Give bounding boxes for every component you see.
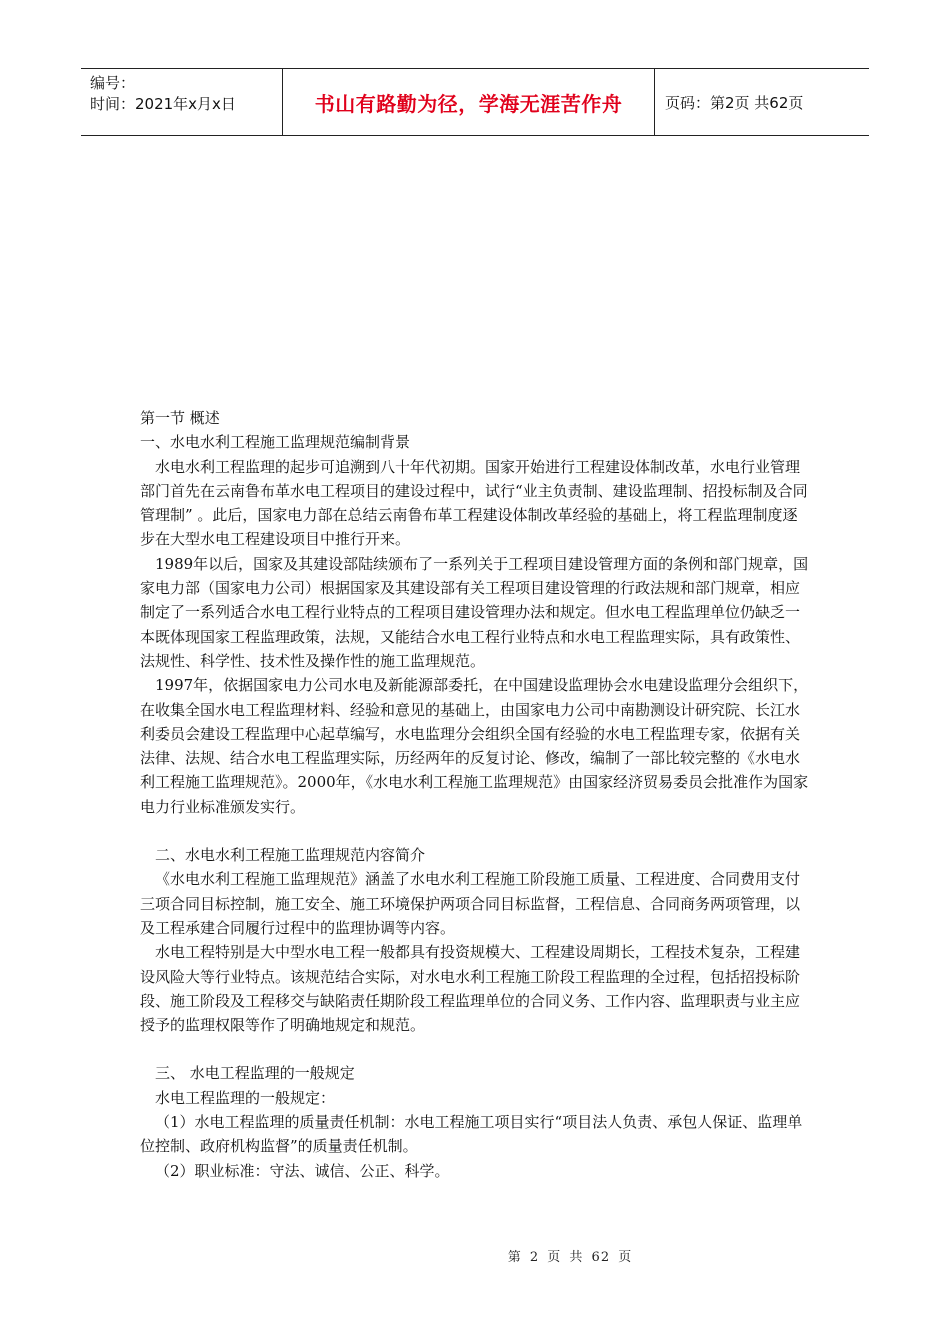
paragraph-7: （1）水电工程监理的质量责任机制：水电工程施工项目实行“项目法人负责、承包人保证、监理单位控制、政府机构监督”的质量责任机制。 bbox=[140, 1113, 803, 1156]
header-motto-cell bbox=[283, 69, 655, 135]
paragraph-6: 水电工程监理的一般规定： bbox=[155, 1088, 336, 1107]
header-motto: 书山有路勤为径，学海无涯苦作舟 bbox=[314, 91, 623, 116]
heading-3: 三、 水电工程监理的一般规定 bbox=[155, 1064, 355, 1083]
time-label: 时间：2021年x月x日 bbox=[90, 95, 236, 113]
paragraph-2: 1989年以后，国家及其建设部陆续颁布了一系列关于工程项目建设管理方面的条例和部门规章，国家电力部（国家电力公司）根据国家及其建设部有关工程项目建设管理的行政法规和部门规章，相应制定了一系列适合水电工程行业特点的工程项目建设管理办法和规定。但水电工程监理单位仍缺乏一本既体现国家工程监理政策，法规，又能结合水电工程行业特点和水电工程监理实际，具有政策性、法规性、科学性、技术性及操作性的施工监理规范。 bbox=[140, 554, 809, 670]
footer-page-number: 第 2 页 共 62 页 bbox=[507, 1250, 633, 1265]
paragraph-8: （2）职业标准：守法、诚信、公正、科学。 bbox=[155, 1161, 450, 1180]
paragraph-4: 《水电水利工程施工监理规范》涵盖了水电水利工程施工阶段施工质量、工程进度、合同费用支付三项合同目标控制，施工安全、施工环境保护两项合同目标监督，工程信息、合同商务两项管理，以及工程承建合同履行过程中的监理协调等内容。 bbox=[140, 870, 801, 937]
page-footer bbox=[0, 1246, 950, 1265]
heading-2: 二、水电水利工程施工监理规范内容简介 bbox=[155, 846, 426, 865]
number-label: 编号： bbox=[90, 74, 136, 92]
paragraph-3: 1997年，依据国家电力公司水电及新能源部委托，在中国建设监理协会水电建设监理分会组织下，在收集全国水电工程监理材料、经验和意见的基础上，由国家电力公司中南勘测设计研究院、长江水利委员会建设工程监理中心起草编写，水电监理分会组织全国有经验的水电工程监理专家，依据有关法律、法规、结合水电工程监理实际，历经两年的反复讨论、修改，编制了一部比较完整的《水电水利工程施工监理规范》。2000年，《水电水利工程施工监理规范》由国家经济贸易委员会批准作为国家电力行业标准颁发实行。 bbox=[140, 676, 809, 816]
document-header bbox=[81, 68, 869, 136]
section-title: 第一节 概述 bbox=[140, 409, 220, 427]
header-meta bbox=[81, 69, 283, 135]
spacer bbox=[140, 1037, 810, 1061]
header-page-cell bbox=[655, 69, 869, 135]
header-page-info: 页码：第2页 共62页 bbox=[665, 93, 804, 112]
spacer bbox=[140, 819, 810, 843]
paragraph-1: 水电水利工程监理的起步可追溯到八十年代初期。国家开始进行工程建设体制改革，水电行业管理部门首先在云南鲁布革水电工程项目的建设过程中，试行“业主负责制、建设监理制、招投标制及合同管理制” 。此后，国家电力部在总结云南鲁布革工程建设体制改革经验的基础上，将工程监理制度逐步在大型水电工程建设项目中推行开来。 bbox=[140, 457, 808, 549]
paragraph-5: 水电工程特别是大中型水电工程一般都具有投资规模大、工程建设周期长，工程技术复杂，工程建设风险大等行业特点。该规范结合实际，对水电水利工程施工阶段工程监理的全过程，包括招投标阶段、施工阶段及工程移交与缺陷责任期阶段工程监理单位的合同义务、工作内容、监理职责与业主应授予的监理权限等作了明确地规定和规范。 bbox=[140, 943, 801, 1035]
document-body bbox=[140, 406, 810, 1183]
heading-1: 一、水电水利工程施工监理规范编制背景 bbox=[140, 433, 411, 452]
